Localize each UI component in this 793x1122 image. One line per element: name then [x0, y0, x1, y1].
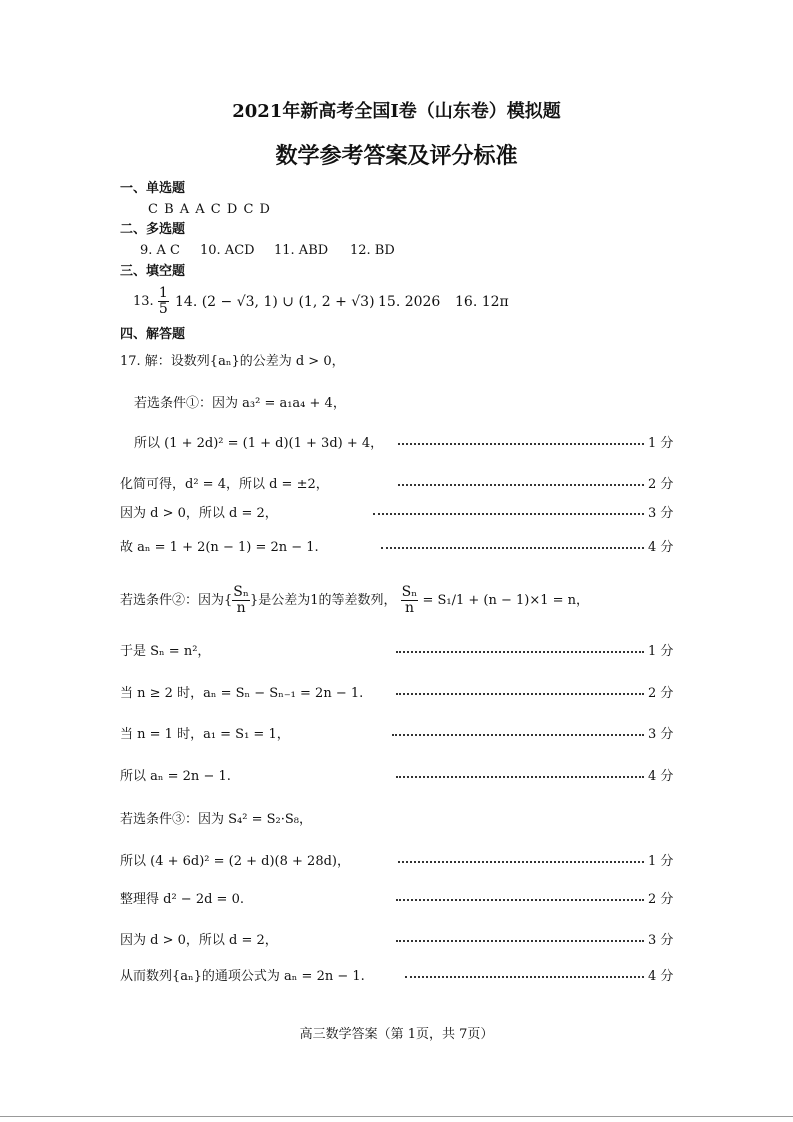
dot-leader	[405, 976, 644, 978]
score-1: 1 分	[648, 854, 674, 869]
condition-2-step-3: 当 n = 1 时，a₁ = S₁ = 1，	[120, 727, 290, 742]
dot-leader	[396, 693, 644, 695]
dot-leader	[396, 940, 644, 942]
fill-answer-14: 14. (2 − √3, 1) ∪ (1, 2 + √3)	[175, 294, 375, 310]
condition-3-step-4: 从而数列{aₙ}的通项公式为 aₙ = 2n − 1.	[120, 969, 365, 984]
dot-leader	[398, 861, 644, 863]
condition-1-step-1: 所以 (1 + 2d)² = (1 + d)(1 + 3d) + 4，	[134, 436, 384, 451]
score-2: 2 分	[648, 686, 674, 701]
section-heading-fill-blank: 三、填空题	[120, 264, 186, 279]
single-choice-answers: C B A A C D C D	[148, 202, 270, 217]
condition-1-step-2: 化简可得，d² = 4，所以 d = ±2，	[120, 477, 329, 492]
condition-1-step-3: 因为 d > 0，所以 d = 2，	[120, 506, 278, 521]
condition-1-step-4: 故 aₙ = 1 + 2(n − 1) = 2n − 1.	[120, 540, 319, 555]
condition-3-step-2: 整理得 d² − 2d = 0.	[120, 892, 244, 907]
sn-over-n-fraction-2	[401, 585, 419, 616]
multi-answer-11: 11. ABD	[274, 243, 329, 258]
condition-1-intro: 若选条件①：因为 a₃² = a₁a₄ + 4，	[134, 396, 346, 411]
dot-leader	[381, 547, 644, 549]
dot-leader	[398, 443, 644, 445]
section-heading-single-choice: 一、单选题	[120, 181, 186, 196]
condition-2-step-2: 当 n ≥ 2 时，aₙ = Sₙ − Sₙ₋₁ = 2n − 1.	[120, 686, 364, 701]
multi-answer-10: 10. ACD	[200, 243, 255, 258]
dot-leader	[373, 513, 644, 515]
fraction-denominator: n	[404, 600, 414, 616]
multi-answer-12: 12. BD	[350, 243, 395, 258]
sn-over-n-fraction	[232, 585, 250, 616]
exam-title: 2021年新高考全国Ⅰ卷（山东卷）模拟题	[232, 101, 561, 122]
score-2: 2 分	[648, 477, 674, 492]
q13-denominator: 5	[158, 301, 168, 317]
fill-answer-16: 16. 12π	[455, 294, 509, 310]
q13-label: 13.	[133, 294, 154, 309]
condition-2-step-4: 所以 aₙ = 2n − 1.	[120, 769, 231, 784]
fraction-denominator: n	[236, 600, 246, 616]
score-3: 3 分	[648, 727, 674, 742]
score-4: 4 分	[648, 540, 674, 555]
multi-answer-9: 9. A C	[140, 243, 181, 258]
dot-leader	[392, 734, 644, 736]
q13-fraction	[158, 286, 169, 317]
condition-3-intro: 若选条件③：因为 S₄² = S₂·S₈，	[120, 812, 312, 827]
score-2: 2 分	[648, 892, 674, 907]
document-subtitle: 数学参考答案及评分标准	[275, 143, 518, 169]
fill-answer-15: 15. 2026	[378, 294, 441, 310]
solution-17-intro: 17. 解：设数列{aₙ}的公差为 d > 0，	[120, 354, 345, 369]
section-heading-multi-choice: 二、多选题	[120, 222, 186, 237]
condition-2-text-a: 若选条件②：因为	[120, 593, 225, 608]
dot-leader	[396, 899, 644, 901]
fill-answer-13	[133, 286, 169, 318]
dot-leader	[398, 484, 644, 486]
score-4: 4 分	[648, 769, 674, 784]
dot-leader	[396, 651, 644, 653]
section-heading-solutions: 四、解答题	[120, 327, 186, 342]
fraction-numerator: Sₙ	[233, 584, 249, 600]
fraction-numerator: Sₙ	[401, 584, 418, 600]
condition-2-text-b: 是公差为1的等差数列，	[258, 593, 397, 608]
condition-3-step-3: 因为 d > 0，所以 d = 2，	[120, 933, 278, 948]
score-3: 3 分	[648, 506, 674, 521]
page-footer: 高三数学答案（第 1页，共 7页）	[299, 1027, 494, 1042]
condition-2-step-1: 于是 Sₙ = n²，	[120, 644, 211, 659]
condition-2-intro: 若选条件②：因为{ $\frac{\text{Sₙ}}{n}$ }是公差为1的等差数列， $\frac{\text{Sₙ}}{n}$ = S₁/1 + (n − 1)×1 = n，	[120, 584, 590, 616]
score-1: 1 分	[648, 644, 674, 659]
score-1: 1 分	[648, 436, 674, 451]
condition-3-step-1: 所以 (4 + 6d)² = (2 + d)(8 + 28d)，	[120, 854, 350, 869]
score-4: 4 分	[648, 969, 674, 984]
page-bottom-divider	[0, 1116, 793, 1117]
q13-numerator: 1	[158, 285, 168, 301]
dot-leader	[396, 776, 644, 778]
score-3: 3 分	[648, 933, 674, 948]
condition-2-text-c: = S₁/1 + (n − 1)×1 = n，	[422, 593, 590, 608]
